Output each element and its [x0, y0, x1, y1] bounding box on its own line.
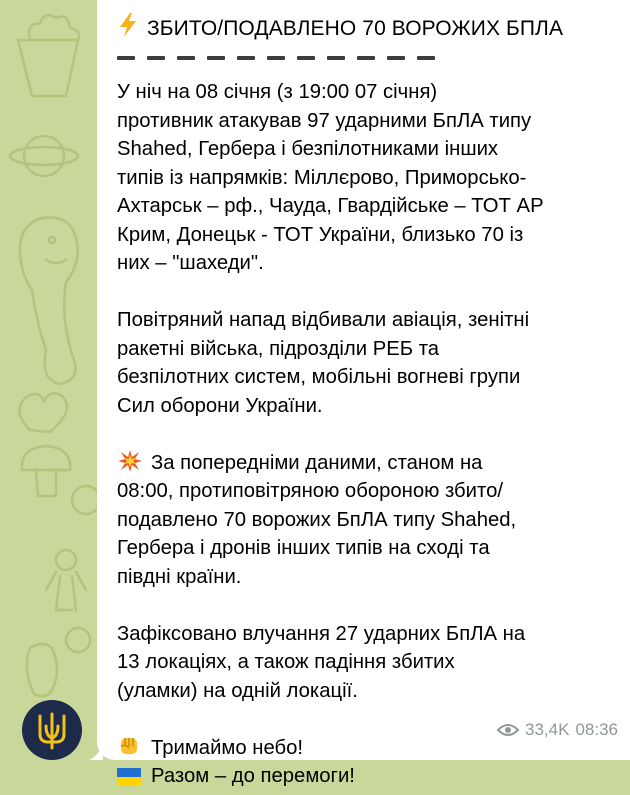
- divider-dashes: [117, 49, 614, 67]
- explosion-icon: [117, 449, 143, 471]
- ukraine-trident-emblem-icon: [30, 708, 74, 752]
- closing-lines: [117, 734, 614, 791]
- text-line: безпілотних систем, мобільні вогневі групи: [117, 366, 521, 388]
- text-line: Повітряний напад відбивали авіація, зенітні: [117, 309, 530, 331]
- text-line: (уламки) на одній локації.: [117, 679, 358, 702]
- paragraph-results: [117, 449, 614, 592]
- eye-icon: [497, 723, 519, 737]
- text-line: За попередніми даними, станом на: [151, 451, 483, 474]
- channel-avatar[interactable]: [22, 700, 82, 760]
- text-line: Shahed, Гербера і безпілотниками інших: [117, 138, 499, 160]
- text-line: подавлено 70 ворожих БпЛА типу Shahed,: [117, 508, 517, 531]
- text-line: півдні країни.: [117, 565, 242, 588]
- text-line: противник атакував 97 ударними БпЛА типу: [117, 109, 532, 132]
- message-title-text: ЗБИТО/ПОДАВЛЕНО 70 ВОРОЖИХ БПЛА: [147, 17, 564, 40]
- text-line: Сил оборони України.: [117, 394, 323, 417]
- text-line: 08:00, протиповітряною обороною збито/: [117, 480, 503, 502]
- view-count: 33,4K: [525, 720, 570, 739]
- closing-line-2: Разом – до перемоги!: [151, 765, 355, 787]
- paragraph-impacts: [117, 620, 614, 706]
- message-time: 08:36: [575, 720, 618, 739]
- text-line: них – "шахеди".: [117, 252, 264, 274]
- message-title: [117, 12, 614, 47]
- message-bubble[interactable]: [97, 0, 630, 787]
- text-line: типів із напрямків: Міллєрово, Приморсько-: [117, 166, 527, 189]
- text-line: Ахтарськ – рф., Чауда, Гвардійське – ТОТ АР: [117, 195, 544, 217]
- closing-line-1: Тримаймо небо!: [151, 736, 304, 759]
- message-meta: [497, 720, 618, 740]
- paragraph-attack-summary: [117, 78, 614, 278]
- text-line: Зафіксовано влучання 27 ударних БпЛА на: [117, 622, 526, 645]
- paragraph-defense-forces: [117, 306, 614, 420]
- text-line: ракетні війська, підрозділи РЕБ та: [117, 337, 440, 360]
- text-line: Крим, Донецьк - ТОТ України, близько 70 із: [117, 223, 524, 246]
- text-line: У ніч на 08 січня (з 19:00 07 січня): [117, 81, 438, 103]
- ukraine-flag-icon: [117, 766, 143, 788]
- lightning-icon: [117, 12, 141, 47]
- raised-fist-icon: [117, 734, 143, 756]
- text-line: 13 локаціях, а також падіння збитих: [117, 651, 455, 673]
- text-line: Гербера і дронів інших типів на сході та: [117, 537, 490, 559]
